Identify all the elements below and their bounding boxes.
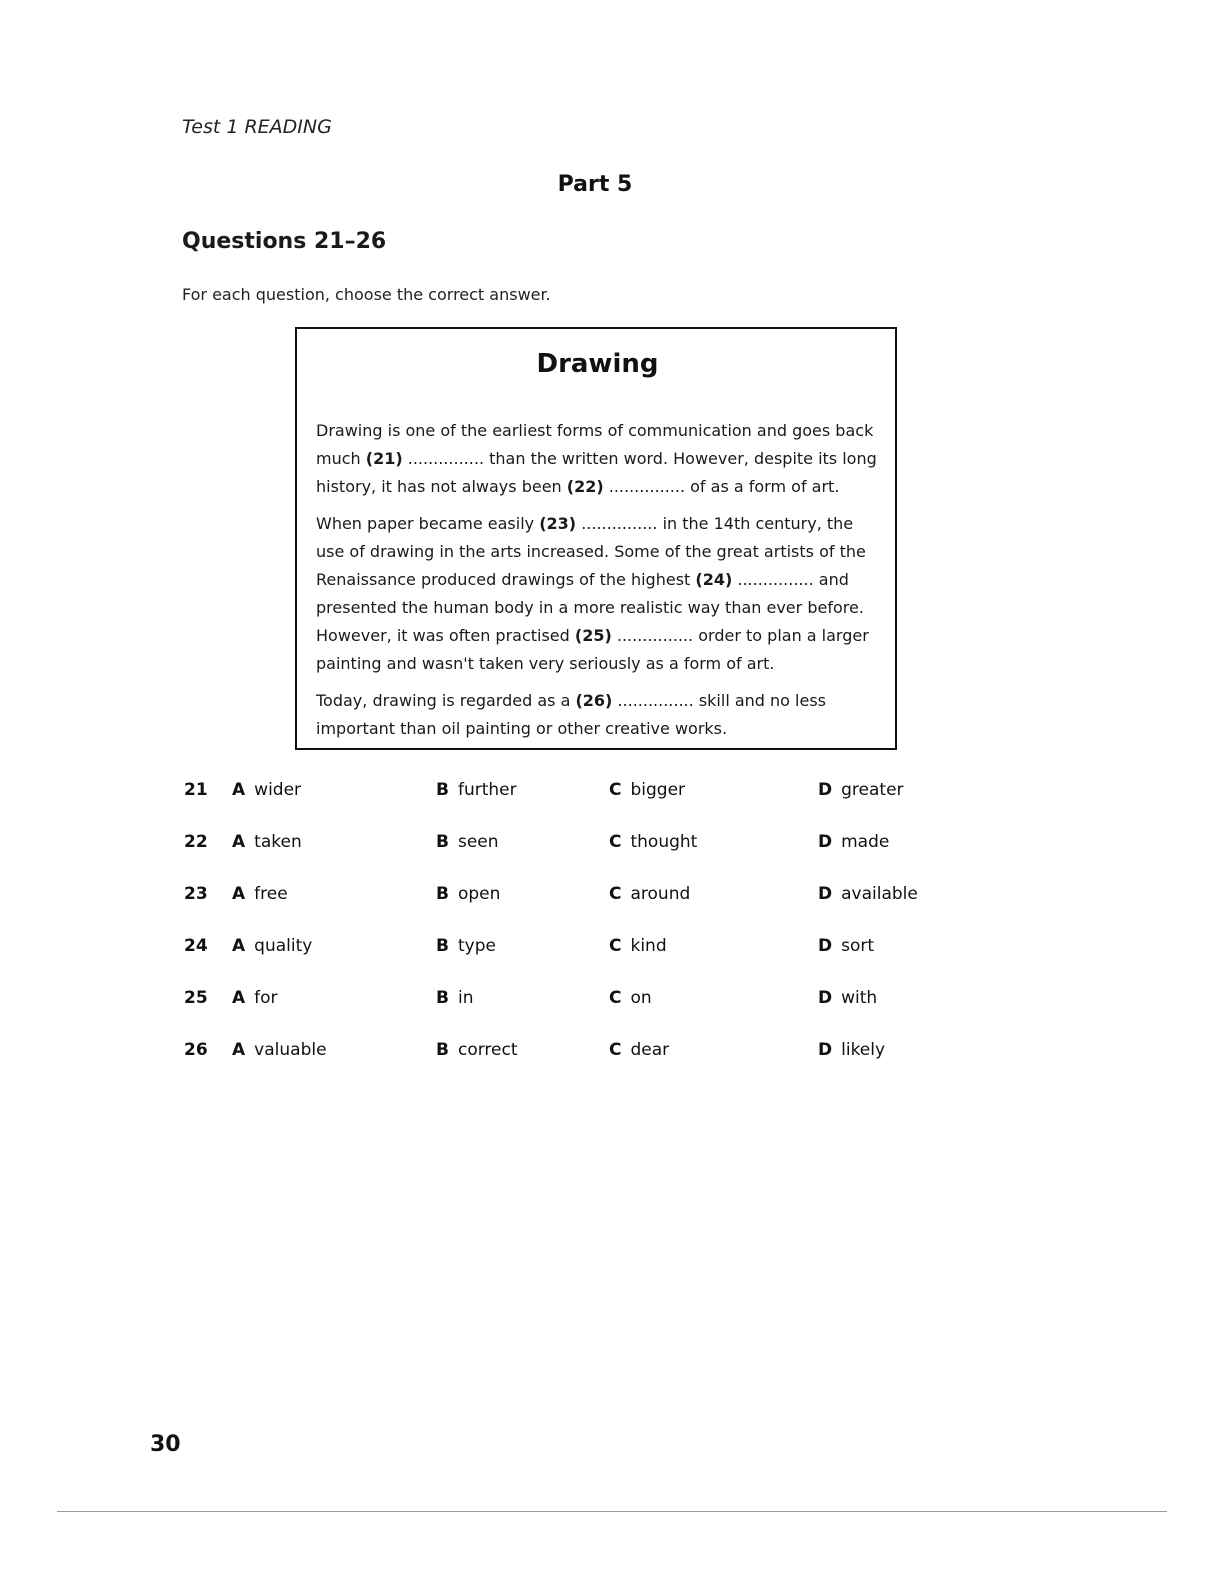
option-letter: D <box>818 884 833 904</box>
option-text: open <box>457 884 501 904</box>
option-letter: C <box>609 832 622 852</box>
option-26-c[interactable] <box>609 1040 669 1060</box>
option-22-d[interactable] <box>818 832 889 852</box>
gap-23-number: (23) <box>539 514 577 533</box>
option-text: likely <box>841 1040 886 1060</box>
option-text: wider <box>254 780 302 800</box>
option-letter: C <box>609 780 622 800</box>
option-24-c[interactable] <box>609 936 667 956</box>
option-text: on <box>630 988 652 1008</box>
question-row-22 <box>184 832 944 884</box>
option-letter: D <box>818 988 833 1008</box>
option-letter: A <box>232 884 246 904</box>
option-text: greater <box>841 780 904 800</box>
question-number: 24 <box>184 936 208 956</box>
gap-22-number: (22) <box>566 477 604 496</box>
option-text: sort <box>841 936 875 956</box>
option-text: made <box>841 832 890 852</box>
option-text: bigger <box>630 780 686 800</box>
option-23-a[interactable] <box>232 884 288 904</box>
question-row-26 <box>184 1040 944 1092</box>
option-text: seen <box>457 832 499 852</box>
option-letter: D <box>818 780 833 800</box>
option-26-a[interactable] <box>232 1040 327 1060</box>
option-letter: C <box>609 988 622 1008</box>
instruction-text: For each question, choose the correct answer. <box>182 285 551 304</box>
page-number: 30 <box>150 1432 181 1457</box>
option-text: correct <box>457 1040 518 1060</box>
passage-text: order to plan a larger painting and wasn't taken very seriously as a form of art. <box>316 626 869 673</box>
test-section-label: Test 1 READING <box>182 116 332 138</box>
option-22-b[interactable] <box>436 832 499 852</box>
option-letter: B <box>436 832 449 852</box>
gap-22-blank: ............... <box>608 477 686 496</box>
answer-options <box>184 780 944 1092</box>
question-row-21 <box>184 780 944 832</box>
option-letter: D <box>818 832 833 852</box>
option-26-b[interactable] <box>436 1040 518 1060</box>
option-23-d[interactable] <box>818 884 918 904</box>
option-text: free <box>254 884 288 904</box>
option-text: for <box>254 988 278 1008</box>
option-text: around <box>630 884 691 904</box>
option-text: thought <box>630 832 698 852</box>
option-25-b[interactable] <box>436 988 473 1008</box>
option-letter: A <box>232 780 246 800</box>
gap-26-number: (26) <box>575 691 613 710</box>
question-row-25 <box>184 988 944 1040</box>
option-text: with <box>841 988 878 1008</box>
option-text: in <box>457 988 474 1008</box>
option-letter: A <box>232 936 246 956</box>
question-number: 26 <box>184 1040 208 1060</box>
gap-26-blank: ............... <box>617 691 694 710</box>
option-letter: B <box>436 780 449 800</box>
gap-24-blank: ............... <box>737 570 814 589</box>
option-text: available <box>841 884 918 904</box>
option-letter: A <box>232 1040 246 1060</box>
option-26-d[interactable] <box>818 1040 885 1060</box>
option-letter: C <box>609 1040 622 1060</box>
gap-24-number: (24) <box>695 570 733 589</box>
gap-23-blank: ............... <box>581 514 658 533</box>
passage-text: and presented the human body in a more realistic way than ever before. However, it was often practised <box>316 570 864 645</box>
question-number: 22 <box>184 832 208 852</box>
option-21-a[interactable] <box>232 780 301 800</box>
option-24-d[interactable] <box>818 936 874 956</box>
option-text: taken <box>254 832 302 852</box>
option-text: dear <box>630 1040 670 1060</box>
passage-text: Drawing is one of the earliest forms of communication and goes back much <box>316 421 874 468</box>
option-22-c[interactable] <box>609 832 697 852</box>
option-letter: B <box>436 936 449 956</box>
option-24-b[interactable] <box>436 936 496 956</box>
option-text: kind <box>630 936 667 956</box>
passage-title: Drawing <box>536 349 659 379</box>
passage-text: in the 14th century, the use of drawing in the arts increased. Some of the great artists of the Renaissance produced drawings of the highest <box>316 514 866 589</box>
part-title: Part 5 <box>557 172 633 197</box>
option-text: type <box>457 936 496 956</box>
option-letter: A <box>232 988 246 1008</box>
reading-passage-box <box>295 327 897 750</box>
footer-divider <box>57 1511 1167 1512</box>
option-25-d[interactable] <box>818 988 877 1008</box>
passage-text: skill and no less important than oil painting or other creative works. <box>316 691 827 738</box>
passage-paragraph-3 <box>316 687 879 743</box>
option-letter: B <box>436 1040 449 1060</box>
passage-text: When paper became easily <box>316 514 540 533</box>
passage-paragraph-1 <box>316 417 879 501</box>
gap-25-blank: ............... <box>616 626 694 645</box>
gap-21-blank: ............... <box>407 449 485 468</box>
option-letter: A <box>232 832 246 852</box>
option-22-a[interactable] <box>232 832 302 852</box>
question-number: 21 <box>184 780 208 800</box>
option-letter: D <box>818 1040 833 1060</box>
option-21-c[interactable] <box>609 780 685 800</box>
option-letter: B <box>436 988 449 1008</box>
option-23-b[interactable] <box>436 884 500 904</box>
question-number: 25 <box>184 988 208 1008</box>
option-letter: C <box>609 884 622 904</box>
option-text: further <box>457 780 517 800</box>
option-23-c[interactable] <box>609 884 690 904</box>
question-row-24 <box>184 936 944 988</box>
questions-heading: Questions 21–26 <box>182 229 387 254</box>
option-21-d[interactable] <box>818 780 904 800</box>
option-25-c[interactable] <box>609 988 652 1008</box>
passage-text: than the written word. However, despite its long history, it has not always been <box>316 449 877 496</box>
question-number: 23 <box>184 884 208 904</box>
gap-25-number: (25) <box>574 626 612 645</box>
option-letter: B <box>436 884 449 904</box>
option-24-a[interactable] <box>232 936 312 956</box>
question-row-23 <box>184 884 944 936</box>
option-25-a[interactable] <box>232 988 278 1008</box>
passage-text: Today, drawing is regarded as a <box>316 691 576 710</box>
option-text: valuable <box>254 1040 327 1060</box>
option-letter: C <box>609 936 622 956</box>
passage-text: of as a form of art. <box>685 477 840 496</box>
option-21-b[interactable] <box>436 780 517 800</box>
option-letter: D <box>818 936 833 956</box>
gap-21-number: (21) <box>365 449 403 468</box>
option-text: quality <box>254 936 313 956</box>
passage-paragraph-2 <box>316 510 879 678</box>
